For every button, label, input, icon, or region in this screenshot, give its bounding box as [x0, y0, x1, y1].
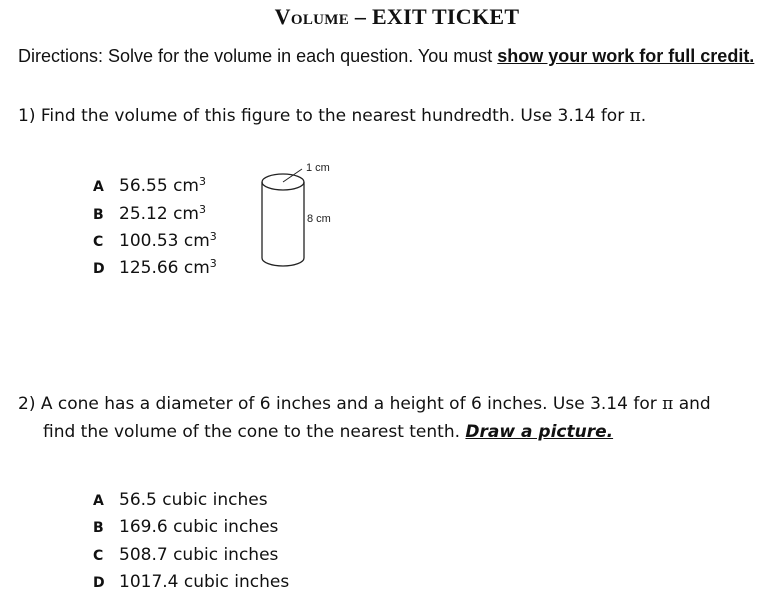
q1-choice-a: [93, 175, 206, 196]
radius-label: 1 cm: [306, 162, 330, 174]
directions-emphasis: show your work for full credit.: [497, 46, 755, 66]
choice-value: 56.5 cubic inches: [119, 490, 268, 510]
choice-exponent: 3: [198, 203, 206, 216]
question-2-number: 2): [18, 394, 36, 414]
question-2-text-end: and: [673, 394, 711, 414]
height-label: 8 cm: [307, 213, 331, 225]
choice-letter: D: [93, 575, 105, 591]
question-2-text: A cone has a diameter of 6 inches and a height of 6 inches. Use 3.14 for: [40, 394, 663, 414]
question-2-text-2: find the volume of the cone to the nearest tenth.: [43, 422, 466, 442]
question-1-end: .: [640, 106, 647, 126]
question-1-number: 1): [18, 106, 36, 126]
choice-letter: C: [93, 548, 104, 564]
q1-choice-c: [93, 230, 217, 251]
choice-value: 100.53 cm: [119, 231, 210, 251]
choice-value: 25.12 cm: [119, 204, 199, 224]
pi-symbol: π: [662, 394, 674, 414]
choice-letter: B: [93, 520, 104, 536]
q1-choice-b: [93, 203, 206, 224]
title-dash: –: [349, 4, 372, 29]
choice-letter: A: [93, 493, 104, 509]
radius-line: [283, 169, 302, 182]
q2-choice-d: [93, 572, 289, 592]
choice-letter: C: [93, 234, 104, 250]
q2-choice-b: [93, 517, 278, 537]
choice-value: 125.66 cm: [119, 258, 210, 278]
question-2-line-2: [43, 422, 613, 442]
choice-letter: D: [93, 261, 105, 277]
question-2-line-1: [18, 394, 711, 414]
question-2-emphasis: Draw a picture.: [465, 422, 614, 442]
pi-symbol: π: [629, 106, 641, 126]
choice-exponent: 3: [209, 257, 217, 270]
q2-choice-c: [93, 545, 278, 565]
q2-choice-a: [93, 490, 268, 510]
title-exit-ticket: EXIT TICKET: [371, 4, 520, 29]
question-1-text: Find the volume of this figure to the nearest hundredth. Use 3.14 for: [40, 106, 630, 126]
title-volume: Volume: [274, 4, 350, 29]
cylinder-figure: [250, 155, 360, 270]
choice-value: 56.55 cm: [119, 176, 199, 196]
directions-text: Directions: Solve for the volume in each question. You must: [18, 46, 498, 66]
choice-letter: B: [93, 207, 104, 223]
choice-exponent: 3: [209, 230, 217, 243]
choice-value: 1017.4 cubic inches: [119, 572, 290, 592]
choice-value: 169.6 cubic inches: [119, 517, 279, 537]
cylinder-bottom: [262, 258, 304, 266]
directions: [18, 44, 773, 69]
choice-value: 508.7 cubic inches: [119, 545, 279, 565]
question-1: [18, 106, 646, 126]
q1-choice-d: [93, 257, 217, 278]
choice-letter: A: [93, 179, 104, 195]
choice-exponent: 3: [198, 175, 206, 188]
page-title: [0, 4, 778, 30]
